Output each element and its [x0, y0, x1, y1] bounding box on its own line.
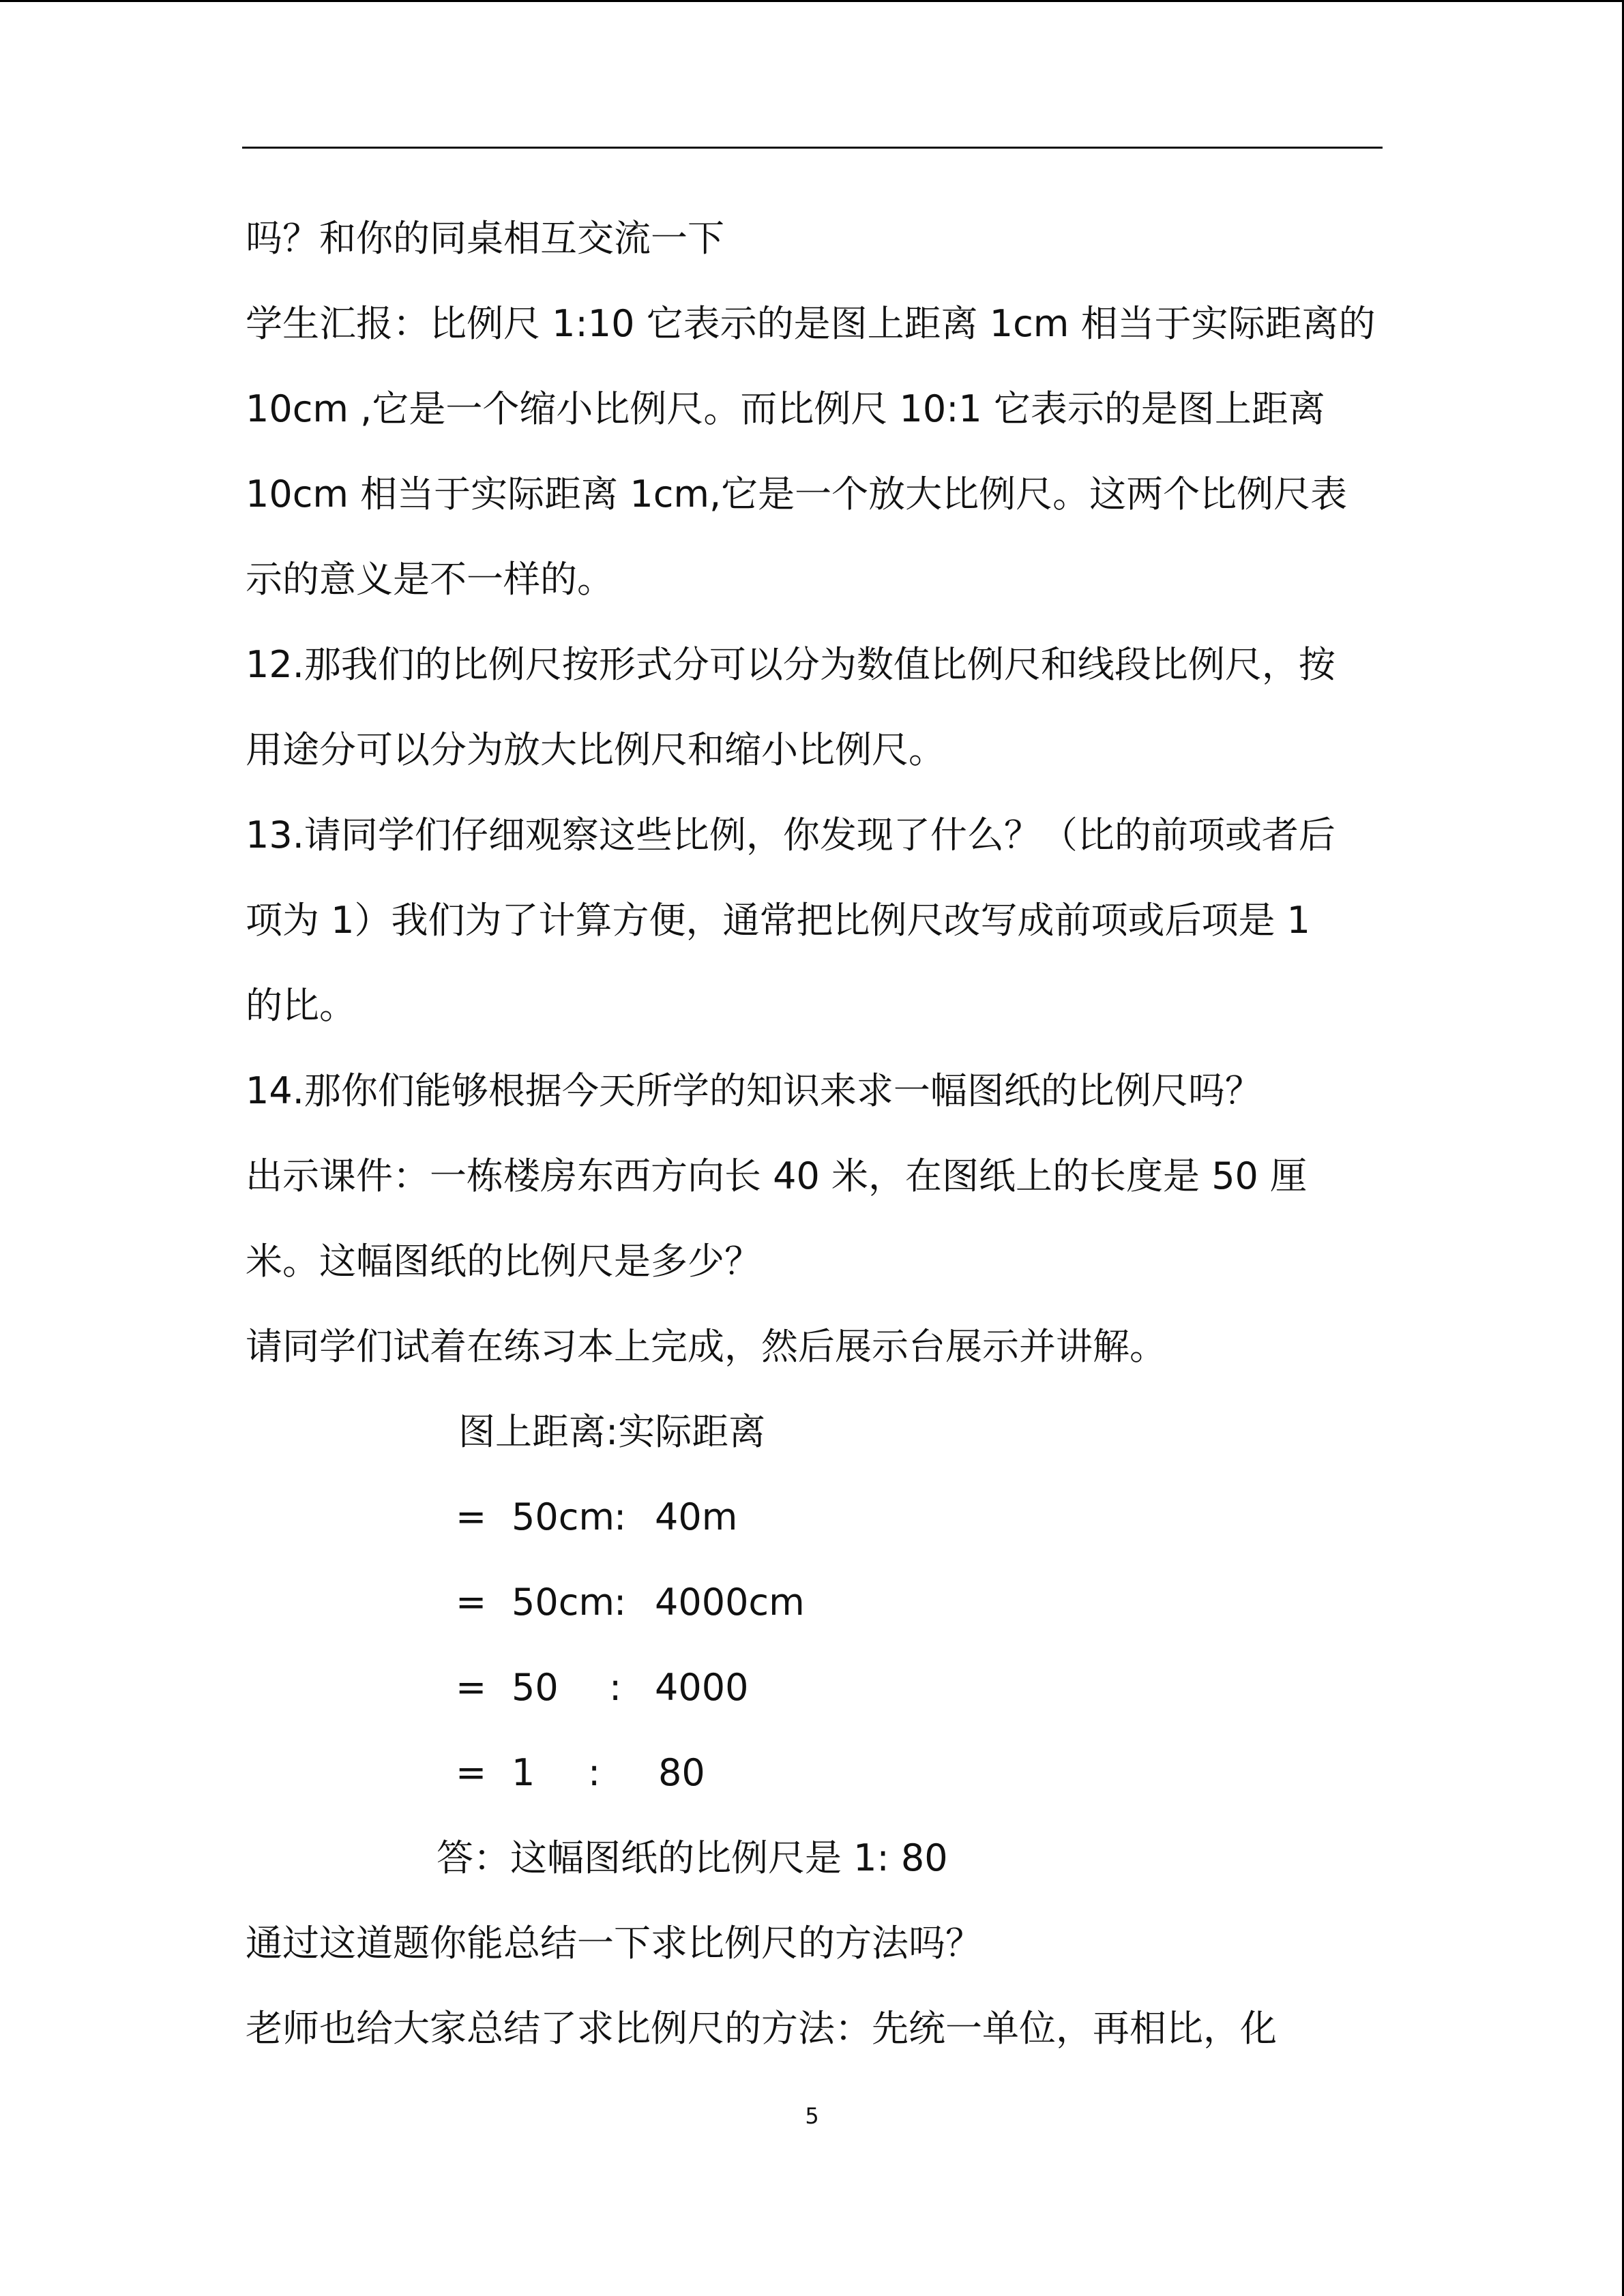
calc-heading: 图上距离:实际距离: [458, 1410, 766, 1453]
calc-left-term: 50cm: [512, 1581, 615, 1624]
calc-right-term: 4000cm: [655, 1581, 805, 1624]
page-number: 5: [805, 2103, 819, 2129]
body-line: 用途分可以分为放大比例尺和缩小比例尺。: [246, 728, 945, 771]
calc-equals: =: [456, 1751, 487, 1794]
calc-colon: :: [614, 1495, 627, 1538]
calc-left-term: 50: [512, 1666, 559, 1709]
calc-answer: 答：这幅图纸的比例尺是 1: 80: [437, 1836, 948, 1879]
calc-right-term: 80: [658, 1751, 705, 1794]
body-line: 老师也给大家总结了求比例尺的方法：先统一单位，再相比，化: [246, 2007, 1277, 2050]
body-line: 通过这道题你能总结一下求比例尺的方法吗？: [246, 1922, 982, 1965]
body-line: 14.那你们能够根据今天所学的知识来求一幅图纸的比例尺吗？: [246, 1069, 1262, 1112]
body-line: 吗？和你的同桌相互交流一下: [246, 217, 724, 260]
calc-colon: :: [588, 1751, 601, 1794]
body-line: 米。这幅图纸的比例尺是多少？: [246, 1240, 761, 1283]
calc-right-term: 40m: [655, 1495, 738, 1538]
body-line: 12.那我们的比例尺按形式分可以分为数值比例尺和线段比例尺，按: [246, 643, 1335, 686]
calc-right-term: 4000: [655, 1666, 749, 1709]
calc-colon: :: [614, 1581, 627, 1624]
body-line: 13.请同学们仔细观察这些比例，你发现了什么？（比的前项或者后: [246, 814, 1335, 856]
calc-equals: =: [456, 1495, 487, 1538]
calc-equals: =: [456, 1581, 487, 1624]
page-border-top: [0, 0, 1624, 2]
body-line: 出示课件：一栋楼房东西方向长 40 米，在图纸上的长度是 50 厘: [246, 1154, 1308, 1197]
body-line: 示的意义是不一样的。: [246, 558, 614, 601]
body-line: 的比。: [246, 984, 356, 1027]
calc-colon: :: [609, 1666, 622, 1709]
body-line: 10cm 相当于实际距离 1cm,它是一个放大比例尺。这两个比例尺表: [246, 473, 1348, 516]
calc-left-term: 1: [512, 1751, 535, 1794]
header-rule: [242, 147, 1383, 149]
body-line: 学生汇报：比例尺 1:10 它表示的是图上距离 1cm 相当于实际距离的: [246, 302, 1376, 345]
calc-left-term: 50cm: [512, 1495, 615, 1538]
body-line: 请同学们试着在练习本上完成，然后展示台展示并讲解。: [246, 1325, 1166, 1368]
body-line: 项为 1）我们为了计算方便，通常把比例尺改写成前项或后项是 1: [246, 899, 1311, 942]
calc-equals: =: [456, 1666, 487, 1709]
body-line: 10cm ,它是一个缩小比例尺。而比例尺 10:1 它表示的是图上距离: [246, 387, 1325, 430]
